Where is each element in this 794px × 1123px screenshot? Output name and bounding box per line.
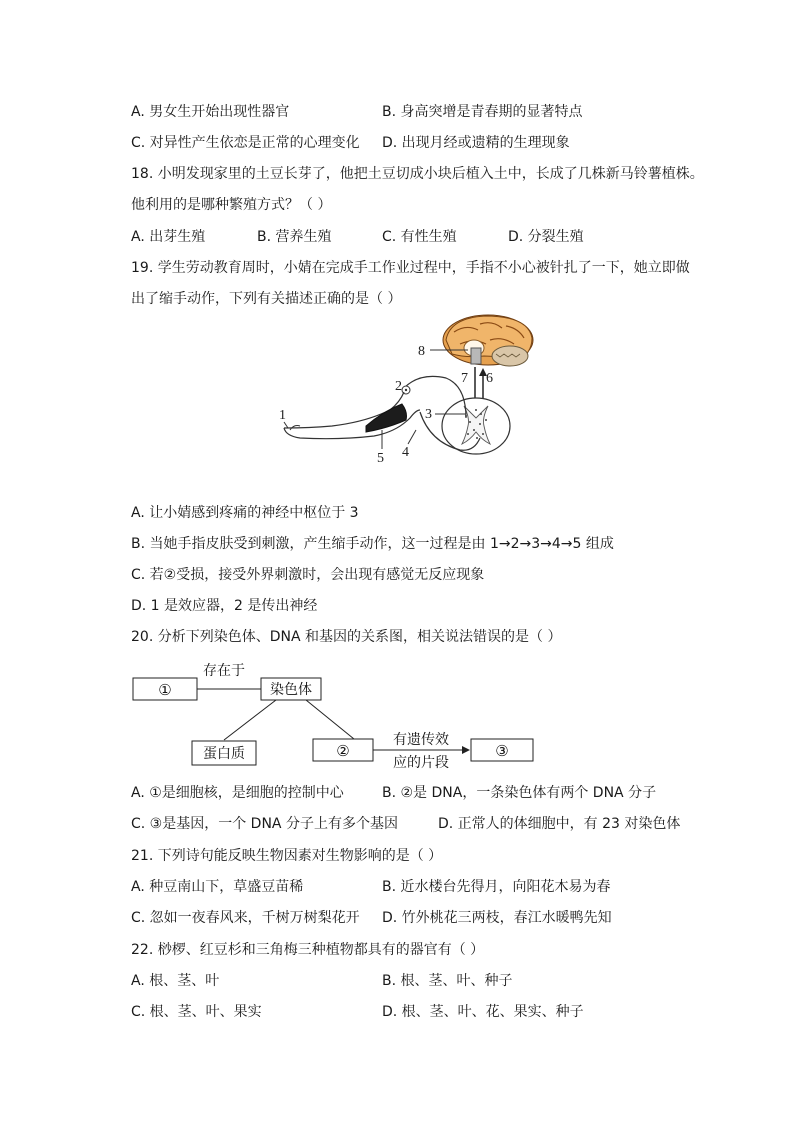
- figure-label-2: 2: [395, 379, 402, 394]
- q18-option-b: B. 营养生殖: [257, 229, 332, 245]
- q20-stem: 20. 分析下列染色体、DNA 和基因的关系图，相关说法错误的是（ ）: [131, 629, 562, 645]
- reflex-arc-figure: [270, 310, 540, 470]
- q19-stem-line2: 出了缩手动作，下列有关描述正确的是（ ）: [131, 291, 402, 307]
- q22-option-b: B. 根、茎、叶、种子: [382, 973, 513, 989]
- q21-option-d: D. 竹外桃花三两枝，春江水暖鸭先知: [382, 910, 612, 926]
- diagram-box-3: ③: [495, 742, 509, 760]
- q18-stem-line1: 18. 小明发现家里的土豆长芽了，他把土豆切成小块后植入土中，长成了几株新马铃薯植株。: [131, 166, 704, 182]
- figure-label-3: 3: [425, 407, 432, 422]
- diagram-genetic-effect-line2: 应的片段: [393, 755, 449, 771]
- q18-option-a: A. 出芽生殖: [131, 229, 206, 245]
- q21-stem: 21. 下列诗句能反映生物因素对生物影响的是（ ）: [131, 848, 443, 864]
- arm-illustration: [284, 392, 420, 439]
- q17-option-d: D. 出现月经或遗精的生理现象: [382, 135, 570, 151]
- brain-illustration: [443, 315, 533, 366]
- q17-option-c: C. 对异性产生依恋是正常的心理变化: [131, 135, 360, 151]
- chromosome-dna-gene-diagram: [128, 656, 548, 774]
- q20-option-c: C. ③是基因，一个 DNA 分子上有多个基因: [131, 816, 398, 832]
- q19-option-a: A. 让小婧感到疼痛的神经中枢位于 3: [131, 505, 359, 521]
- q19-stem-line1: 19. 学生劳动教育周时，小婧在完成手工作业过程中，手指不小心被针扎了一下，她立即做: [131, 260, 690, 276]
- diagram-box-1: ①: [158, 681, 172, 699]
- q20-option-d: D. 正常人的体细胞中，有 23 对染色体: [438, 816, 681, 832]
- diagram-box-2: ②: [336, 742, 350, 760]
- q17-option-b: B. 身高突增是青春期的显著特点: [382, 104, 583, 120]
- figure-label-8: 8: [418, 344, 425, 359]
- diagram-protein: 蛋白质: [203, 746, 245, 762]
- diagram-genetic-effect-line1: 有遗传效: [393, 732, 449, 748]
- figure-label-4: 4: [402, 445, 409, 460]
- q20-option-b: B. ②是 DNA，一条染色体有两个 DNA 分子: [382, 785, 657, 801]
- spinal-cord-section: [442, 398, 510, 454]
- q18-stem-line2: 他利用的是哪种繁殖方式？（ ）: [131, 197, 332, 213]
- q19-option-b: B. 当她手指皮肤受到刺激，产生缩手动作，这一过程是由 1→2→3→4→5 组成: [131, 536, 614, 552]
- figure-label-5: 5: [377, 451, 384, 466]
- q21-option-b: B. 近水楼台先得月，向阳花木易为春: [382, 879, 611, 895]
- q21-option-c: C. 忽如一夜春风来，千树万树梨花开: [131, 910, 360, 926]
- figure-label-1: 1: [279, 408, 286, 423]
- q22-option-d: D. 根、茎、叶、花、果实、种子: [382, 1004, 584, 1020]
- q22-stem: 22. 桫椤、红豆杉和三角梅三种植物都具有的器官有（ ）: [131, 942, 485, 958]
- q19-option-d: D. 1 是效应器，2 是传出神经: [131, 598, 318, 614]
- diagram-chromosome: 染色体: [270, 682, 312, 698]
- figure-label-6: 6: [486, 371, 493, 386]
- q19-option-c: C. 若②受损，接受外界刺激时，会出现有感觉无反应现象: [131, 567, 485, 583]
- q21-option-a: A. 种豆南山下，草盛豆苗稀: [131, 879, 304, 895]
- q18-option-d: D. 分裂生殖: [508, 229, 584, 245]
- diagram-exists-in: 存在于: [203, 663, 245, 679]
- q22-option-a: A. 根、茎、叶: [131, 973, 220, 989]
- q22-option-c: C. 根、茎、叶、果实: [131, 1004, 262, 1020]
- q18-option-c: C. 有性生殖: [382, 229, 457, 245]
- q20-option-a: A. ①是细胞核，是细胞的控制中心: [131, 785, 344, 801]
- figure-label-7: 7: [461, 371, 468, 386]
- q17-option-a: A. 男女生开始出现性器官: [131, 104, 290, 120]
